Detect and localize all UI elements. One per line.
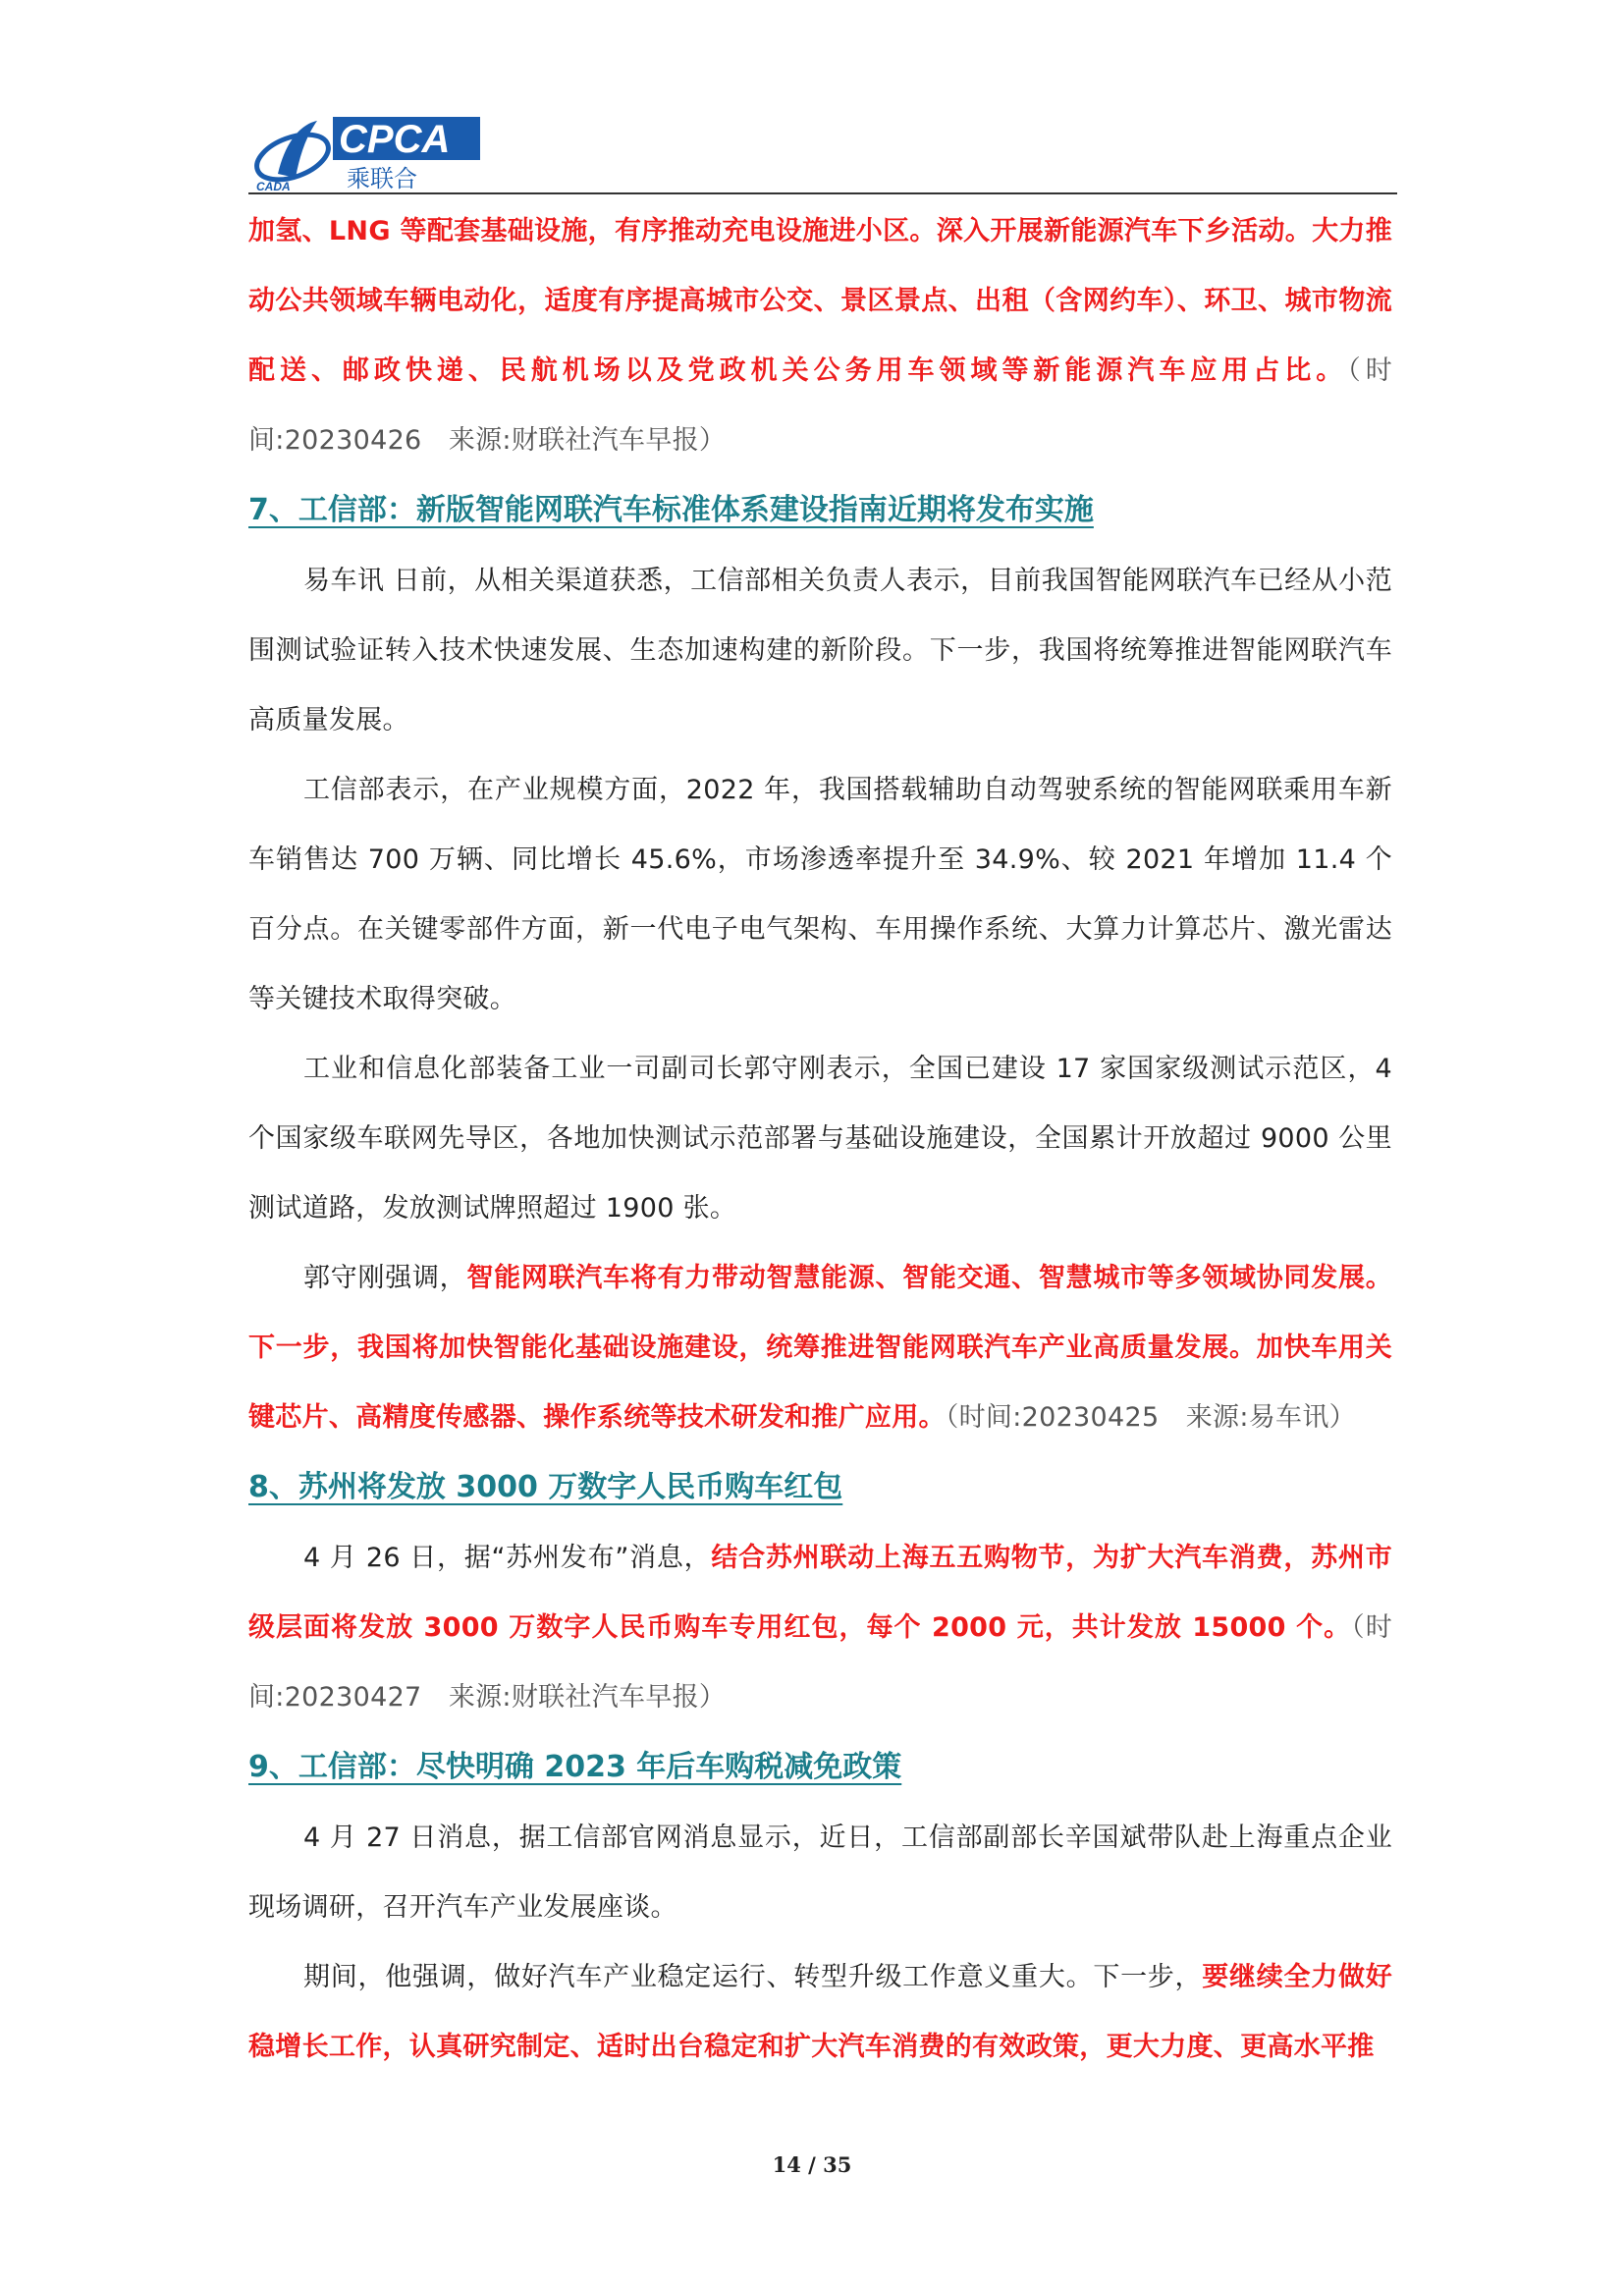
- section-8-paragraph-1: 4 月 26 日，据“苏州发布”消息，结合苏州联动上海五五购物节，为扩大汽车消费，苏州市级层面将发放 3000 万数字人民币购车专用红包，每个 2000 元，共计发放 15000 个。（时间:20230427 来源:财联社汽车早报）: [248, 1543, 1392, 1713]
- cpca-logo: [248, 113, 484, 193]
- logo-text: CPCA: [339, 118, 451, 161]
- page-number: 14 / 35: [772, 2152, 852, 2177]
- logo-sub-text: 乘联合: [347, 165, 417, 192]
- section-9-heading: 9、工信部：尽快明确 2023 年后车购税减免政策: [248, 1750, 902, 1784]
- section-7-paragraph-1: 易车讯 日前，从相关渠道获悉，工信部相关负责人表示，目前我国智能网联汽车已经从小范围测试验证转入技术快速发展、生态加速构建的新阶段。下一步，我国将统筹推进智能网联汽车高质量发展。: [248, 566, 1392, 735]
- logo-mark-text: CADA: [256, 180, 291, 193]
- section-7-paragraph-3: 工业和信息化部装备工业一司副司长郭守刚表示，全国已建设 17 家国家级测试示范区，4 个国家级车联网先导区，各地加快测试示范部署与基础设施建设，全国累计开放超过 9000 公里测试道路，发放测试牌照超过 1900 张。: [248, 1054, 1392, 1224]
- section-7-paragraph-4: 郭守刚强调，智能网联汽车将有力带动智慧能源、智能交通、智慧城市等多领域协同发展。下一步，我国将加快智能化基础设施建设，统筹推进智能网联汽车产业高质量发展。加快车用关键芯片、高精度传感器、操作系统等技术研发和推广应用。（时间:20230425 来源:易车讯）: [248, 1263, 1392, 1433]
- source-note: （时间:20230427 来源:财联社汽车早报）: [248, 1612, 1392, 1713]
- page-content: [248, 196, 1392, 2082]
- section-7-heading: 7、工信部：新版智能网联汽车标准体系建设指南近期将发布实施: [248, 493, 1094, 527]
- section-9-paragraph-1: 4 月 27 日消息，据工信部官网消息显示，近日，工信部副部长辛国斌带队赴上海重点企业现场调研，召开汽车产业发展座谈。: [248, 1823, 1392, 1923]
- section-9-paragraph-2: 期间，他强调，做好汽车产业稳定运行、转型升级工作意义重大。下一步，要继续全力做好稳增长工作，认真研究制定、适时出台稳定和扩大汽车消费的有效政策，更大力度、更高水平推: [248, 1962, 1392, 2062]
- continued-paragraph: 加氢、LNG 等配套基础设施，有序推动充电设施进小区。深入开展新能源汽车下乡活动。大力推动公共领域车辆电动化，适度有序提高城市公交、景区景点、出租（含网约车）、环卫、城市物流配送、邮政快递、民航机场以及党政机关公务用车领域等新能源汽车应用占比。（时间:20230426 来源:财联社汽车早报）: [248, 216, 1392, 456]
- section-7-paragraph-2: 工信部表示，在产业规模方面，2022 年，我国搭载辅助自动驾驶系统的智能网联乘用车新车销售达 700 万辆、同比增长 45.6%，市场渗透率提升至 34.9%、较 2021 年增加 11.4 个百分点。在关键零部件方面，新一代电子电气架构、车用操作系统、大算力计算芯片、激光雷达等关键技术取得突破。: [248, 775, 1392, 1014]
- section-8-heading: 8、苏州将发放 3000 万数字人民币购车红包: [248, 1470, 843, 1504]
- page-header: [248, 113, 1397, 193]
- header-rule: [248, 192, 1397, 194]
- source-note: （时间:20230425 来源:易车讯）: [945, 1402, 1356, 1433]
- source-note: （时间:20230426 来源:财联社汽车早报）: [248, 355, 1392, 456]
